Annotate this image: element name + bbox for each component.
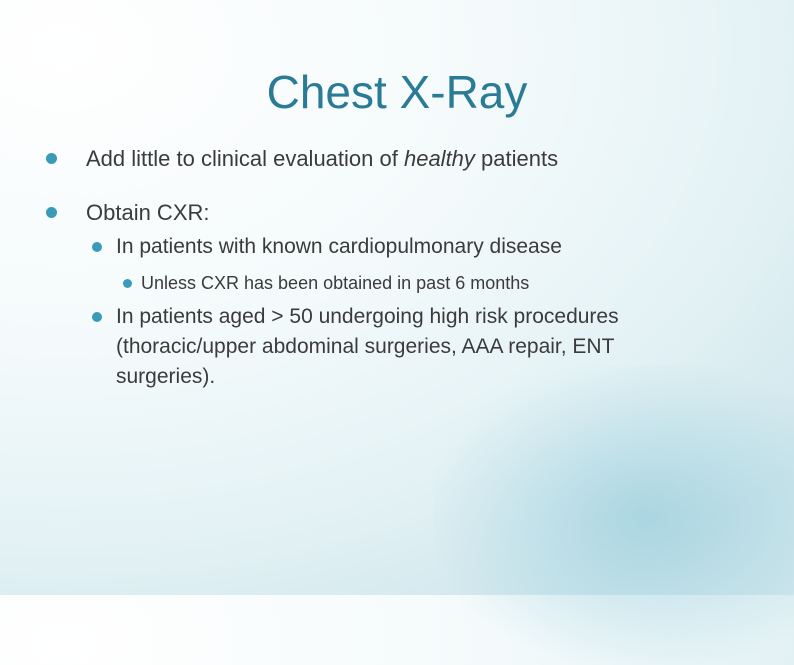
sub-bullet-high-risk-procedures: [116, 302, 619, 392]
bullet-obtain-cxr: Obtain CXR:: [86, 200, 210, 225]
sub-bullet-cardiopulmonary: In patients with known cardiopulmonary disease: [116, 235, 562, 258]
emphasis-text: healthy: [403, 146, 475, 171]
bullet-text: Add little to clinical evaluation of: [86, 146, 404, 171]
subsub-bullet-past-6-months: Unless CXR has been obtained in past 6 months: [141, 273, 530, 293]
text-line: In patients aged > 50 undergoing high risk procedures: [116, 305, 619, 328]
sub-bullet-dot: [92, 312, 102, 322]
text-line: surgeries).: [116, 365, 216, 388]
bullet-text-end: patients: [474, 146, 559, 171]
sub-bullet-dot: [92, 242, 102, 252]
bullet-dot: [46, 153, 57, 164]
bullet-dot: [46, 207, 57, 218]
subsub-bullet-dot: [123, 279, 132, 288]
text-line: (thoracic/upper abdominal surgeries, AAA repair, ENT: [116, 335, 615, 358]
background-glow: [434, 365, 794, 665]
slide-title: Chest X-Ray: [266, 66, 528, 118]
bullet-healthy-patients: [86, 146, 558, 172]
